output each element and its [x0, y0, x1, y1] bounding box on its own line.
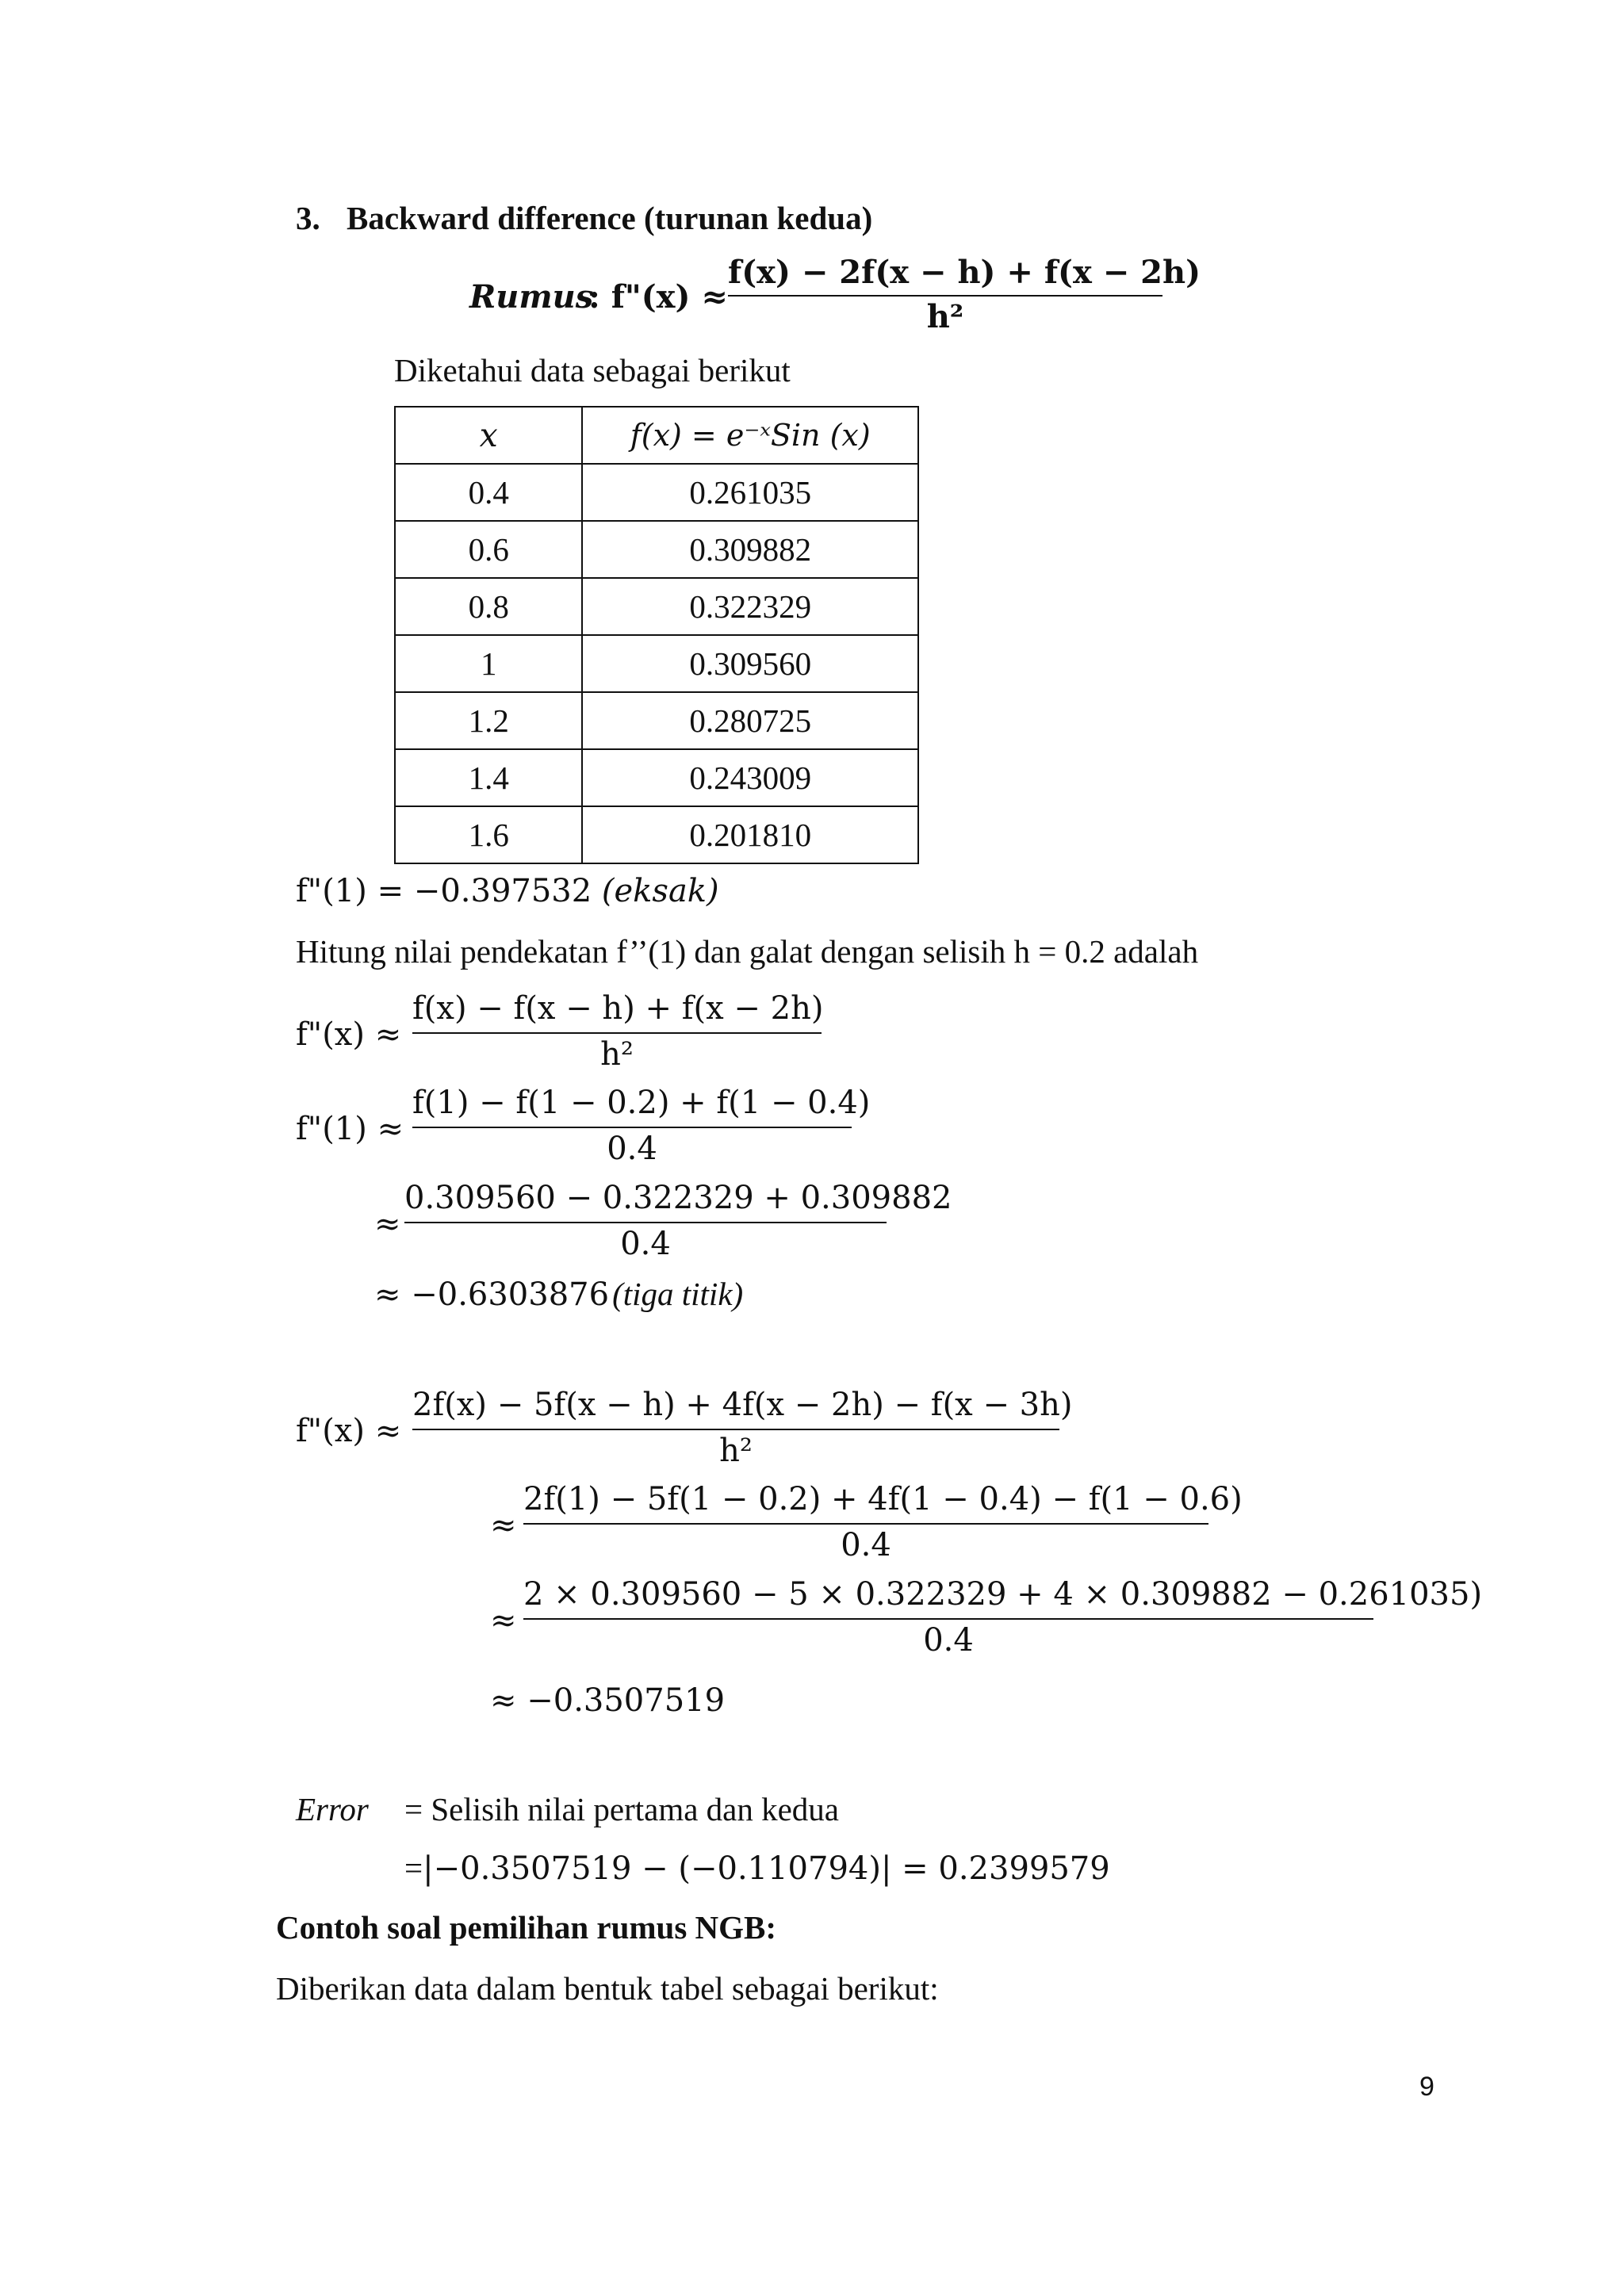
error-line2-math: |−0.3507519 − (−0.110794)| = 0.2399579: [423, 1850, 1110, 1887]
formula-lhs: : f"(x) ≈: [588, 278, 728, 316]
table-header-row: [395, 407, 918, 464]
fraction-bar: [412, 1127, 852, 1128]
fp-line3-lhs: ≈: [490, 1602, 517, 1639]
error-label: Error: [296, 1791, 369, 1827]
tp-line3-lhs: ≈: [374, 1206, 401, 1242]
formula-label: Rumus: [469, 278, 594, 316]
table-cell-fx: 0.261035: [582, 464, 918, 521]
fraction-bar: [412, 1032, 822, 1034]
fp-line2-lhs: ≈: [490, 1507, 517, 1544]
table-cell-x: 1.2: [395, 692, 582, 749]
table-cell-x: 1.6: [395, 806, 582, 863]
fp-line1-fraction: [412, 1386, 1073, 1469]
fp-line3-num: 2 × 0.309560 − 5 × 0.322329 + 4 × 0.309882 − 0.261035): [523, 1576, 1483, 1613]
table-cell-x: 0.4: [395, 464, 582, 521]
fp-line2-den: 0.4: [841, 1527, 891, 1563]
formula-numerator: f(x) − 2f(x − h) + f(x − 2h): [728, 254, 1201, 291]
fp-line2-num: 2f(1) − 5f(1 − 0.2) + 4f(1 − 0.4) − f(1 − 0.6): [523, 1481, 1243, 1517]
table-cell-fx: 0.243009: [582, 749, 918, 806]
exact-value-expr: f"(1) = −0.397532: [296, 873, 592, 909]
table-header-x: x: [395, 407, 582, 464]
fp-line3-den: 0.4: [923, 1622, 974, 1659]
section-title: Backward difference (turunan kedua): [347, 200, 873, 236]
table-row: [395, 578, 918, 635]
fp-line1-den: h²: [719, 1433, 753, 1469]
fraction-bar: [412, 1429, 1059, 1430]
table-cell-fx: 0.280725: [582, 692, 918, 749]
tp-line2-fraction: [412, 1084, 871, 1167]
table-header-fx: f(x) = e⁻ˣSin (x): [582, 407, 918, 464]
table-cell-x: 0.6: [395, 521, 582, 578]
table-row: [395, 521, 918, 578]
table-cell-fx: 0.309882: [582, 521, 918, 578]
fraction-bar: [404, 1222, 887, 1223]
table-cell-x: 1.4: [395, 749, 582, 806]
tp-result: ≈ −0.6303876: [374, 1276, 610, 1313]
tp-result-note: (tiga titik): [612, 1276, 744, 1312]
table-row: [395, 692, 918, 749]
fraction-bar: [523, 1523, 1208, 1525]
tp-line2-den: 0.4: [607, 1131, 657, 1167]
fraction-bar: [728, 295, 1162, 297]
tp-line4: [374, 1278, 743, 1311]
fraction-bar: [523, 1618, 1373, 1620]
data-intro: Diketahui data sebagai berikut: [394, 352, 791, 388]
example-intro: Diberikan data dalam bentuk tabel sebagai berikut:: [276, 1970, 939, 2007]
tp-line2-num: f(1) − f(1 − 0.2) + f(1 − 0.4): [412, 1085, 871, 1121]
table-row: [395, 806, 918, 863]
page-number: 9: [1419, 2072, 1434, 2102]
table-cell-fx: 0.309560: [582, 635, 918, 692]
tp-line1-lhs: f"(x) ≈: [296, 1016, 402, 1053]
error-line2: [404, 1852, 1110, 1885]
fp-line1-lhs: f"(x) ≈: [296, 1413, 402, 1449]
table-cell-x: 1: [395, 635, 582, 692]
fp-line2-fraction: [523, 1480, 1243, 1563]
tp-line3-den: 0.4: [620, 1226, 671, 1262]
table-cell-fx: 0.322329: [582, 578, 918, 635]
tp-line2-lhs: f"(1) ≈: [296, 1111, 404, 1147]
table-cell-x: 0.8: [395, 578, 582, 635]
exact-value-note: (eksak): [601, 873, 719, 909]
example-heading: Contoh soal pemilihan rumus NGB:: [276, 1909, 777, 1946]
table-cell-fx: 0.201810: [582, 806, 918, 863]
fp-line3-fraction: [523, 1575, 1483, 1659]
tp-line3-fraction: [404, 1179, 952, 1262]
error-line2-prefix: =: [404, 1850, 423, 1886]
formula-denominator: h²: [926, 298, 964, 335]
tp-line1-num: f(x) − f(x − h) + f(x − 2h): [412, 990, 824, 1027]
table-row: [395, 635, 918, 692]
tp-line1-den: h²: [600, 1036, 634, 1073]
question-text: Hitung nilai pendekatan f’’(1) dan galat dengan selisih h = 0.2 adalah: [296, 933, 1199, 970]
error-line1: = Selisih nilai pertama dan kedua: [404, 1791, 839, 1827]
tp-line1-fraction: [412, 989, 824, 1073]
formula-fraction: [728, 252, 1201, 335]
data-table: [394, 406, 919, 864]
fp-result: ≈ −0.3507519: [490, 1682, 726, 1719]
tp-line3-num: 0.309560 − 0.322329 + 0.309882: [404, 1180, 952, 1216]
exact-value: [296, 875, 719, 907]
section-number: 3.: [296, 200, 320, 236]
fp-line1-num: 2f(x) − 5f(x − h) + 4f(x − 2h) − f(x − 3h): [412, 1387, 1073, 1423]
table-row: [395, 749, 918, 806]
table-row: [395, 464, 918, 521]
